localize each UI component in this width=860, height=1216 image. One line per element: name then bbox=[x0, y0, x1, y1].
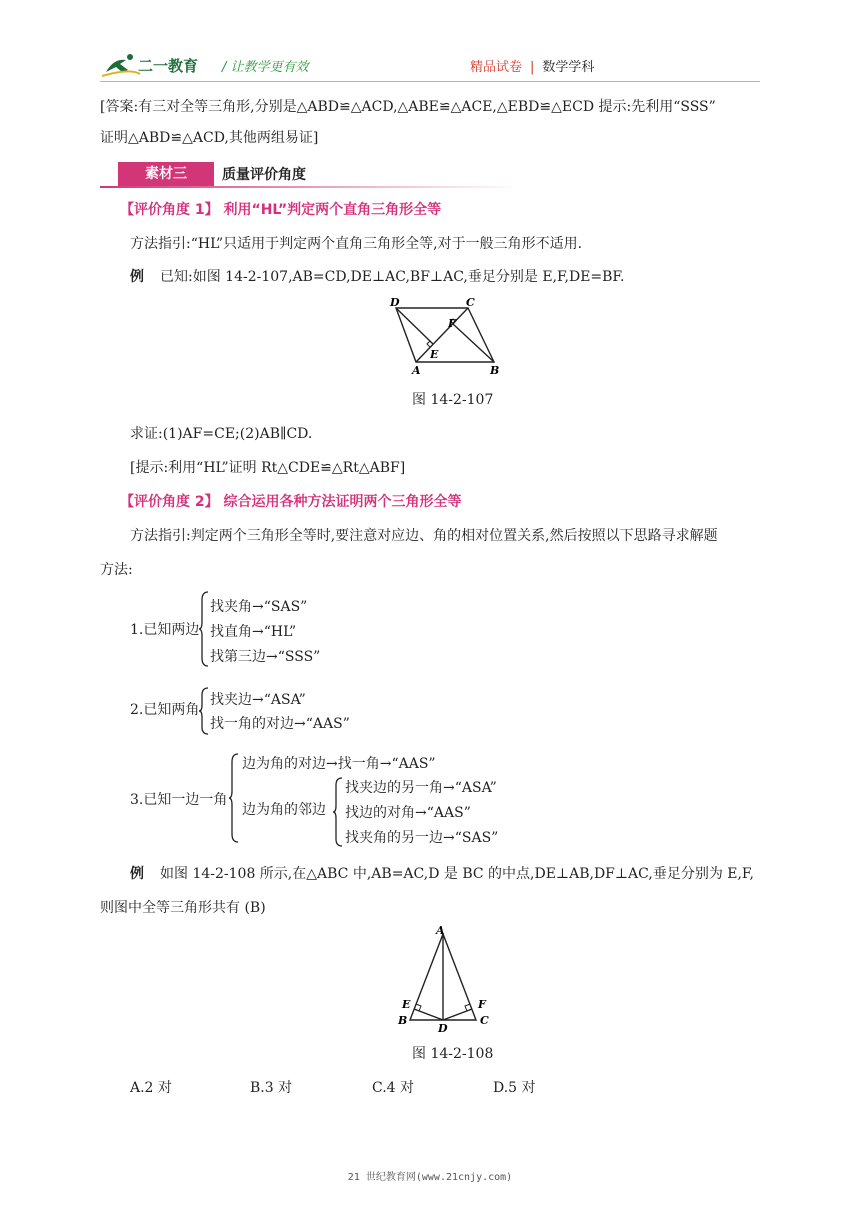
option-c: C.4 对 bbox=[372, 1080, 415, 1096]
section-underline bbox=[100, 186, 520, 188]
label-a: A bbox=[412, 364, 421, 377]
answer-line-1: [答案:有三对全等三角形,分别是△ABD≌△ACD,△ABE≌△ACE,△EBD≌△ECD 提示:先利用“SSS” bbox=[100, 99, 716, 115]
angle2-example-label: 例 bbox=[130, 866, 144, 882]
figure-107-caption: 图 14-2-107 bbox=[412, 392, 494, 408]
label-d: D bbox=[390, 296, 400, 309]
case2-brace bbox=[198, 686, 210, 740]
option-d: D.5 对 bbox=[493, 1080, 536, 1096]
case1-label: 1.已知两边 bbox=[130, 622, 200, 638]
figure-108-caption: 图 14-2-108 bbox=[412, 1046, 494, 1062]
case3-brace bbox=[228, 752, 240, 848]
footer: 21 世纪教育网(www.21cnjy.com) bbox=[347, 1172, 513, 1183]
header-slogan: / 让教学更有效 bbox=[222, 60, 309, 75]
angle1-hint: [提示:利用“HL”证明 Rt△CDE≌△Rt△ABF] bbox=[130, 460, 406, 476]
angle1-example-label: 例 bbox=[130, 269, 144, 285]
label-c2: C bbox=[480, 1014, 489, 1027]
angle2-guide-line-2: 方法: bbox=[100, 562, 133, 578]
header-right bbox=[470, 56, 594, 75]
angle2-guide-line-1: 方法指引:判定两个三角形全等时,要注意对应边、角的相对位置关系,然后按照以下思路寻求解题 bbox=[130, 528, 718, 544]
case3-sub-3: 找夹角的另一边→“SAS” bbox=[345, 830, 499, 846]
section-tag: 素材三 bbox=[118, 162, 214, 186]
case1-brace bbox=[198, 590, 210, 672]
answer-line-2: 证明△ABD≌△ACD,其他两组易证] bbox=[100, 130, 319, 146]
case3-opposite: 边为角的对边→找一角→“AAS” bbox=[242, 756, 436, 772]
label-e2: E bbox=[402, 998, 411, 1011]
label-c: C bbox=[466, 296, 475, 309]
case1-item-3: 找第三边→“SSS” bbox=[210, 649, 321, 665]
angle2-heading: 【评价角度 2】 综合运用各种方法证明两个三角形全等 bbox=[120, 494, 462, 510]
figure-14-2-107 bbox=[386, 294, 506, 382]
label-b: B bbox=[490, 364, 500, 377]
case2-label: 2.已知两角 bbox=[130, 702, 200, 718]
runner-logo-icon bbox=[100, 50, 230, 80]
case3-sub-brace bbox=[332, 776, 344, 852]
case3-sub-2: 找边的对角→“AAS” bbox=[345, 805, 471, 821]
case3-adjacent: 边为角的邻边 bbox=[242, 802, 326, 818]
header-subject: 数学学科 bbox=[542, 60, 595, 75]
angle2-example-line-1: 如图 14-2-108 所示,在△ABC 中,AB=AC,D 是 BC 的中点,DE⊥AB,DF⊥AC,垂足分别为 E,F, bbox=[160, 866, 754, 882]
header-separator: | bbox=[530, 60, 535, 75]
option-a: A.2 对 bbox=[130, 1080, 172, 1096]
angle1-heading: 【评价角度 1】 利用“HL”判定两个直角三角形全等 bbox=[120, 202, 442, 218]
case1-item-1: 找夹角→“SAS” bbox=[210, 599, 308, 615]
label-d2: D bbox=[438, 1022, 448, 1034]
case2-item-1: 找夹边→“ASA” bbox=[210, 692, 306, 708]
label-b2: B bbox=[398, 1014, 408, 1027]
case3-label: 3.已知一边一角 bbox=[130, 792, 228, 808]
case1-item-2: 找直角→“HL” bbox=[210, 624, 297, 640]
label-f: F bbox=[448, 317, 456, 330]
case2-item-2: 找一角的对边→“AAS” bbox=[210, 716, 350, 732]
angle2-example-line-2: 则图中全等三角形共有 (B) bbox=[100, 900, 266, 916]
section-title: 质量评价角度 bbox=[222, 167, 306, 183]
angle1-example: 已知:如图 14-2-107,AB=CD,DE⊥AC,BF⊥AC,垂足分别是 E,F,DE=BF. bbox=[160, 269, 625, 285]
label-f2: F bbox=[478, 998, 486, 1011]
figure-14-2-108 bbox=[388, 924, 500, 1038]
case3-sub-1: 找夹边的另一角→“ASA” bbox=[345, 780, 497, 796]
label-a2: A bbox=[436, 924, 445, 937]
label-e: E bbox=[430, 348, 439, 361]
option-b: B.3 对 bbox=[250, 1080, 293, 1096]
logo-text: 二一教育 bbox=[138, 57, 199, 75]
angle1-guide: 方法指引:“HL”只适用于判定两个直角三角形全等,对于一般三角形不适用. bbox=[130, 236, 583, 252]
header-tag-papers: 精品试卷 bbox=[470, 60, 523, 75]
header-divider bbox=[100, 81, 760, 82]
angle1-prove: 求证:(1)AF=CE;(2)AB∥CD. bbox=[130, 426, 313, 442]
logo bbox=[100, 50, 230, 80]
